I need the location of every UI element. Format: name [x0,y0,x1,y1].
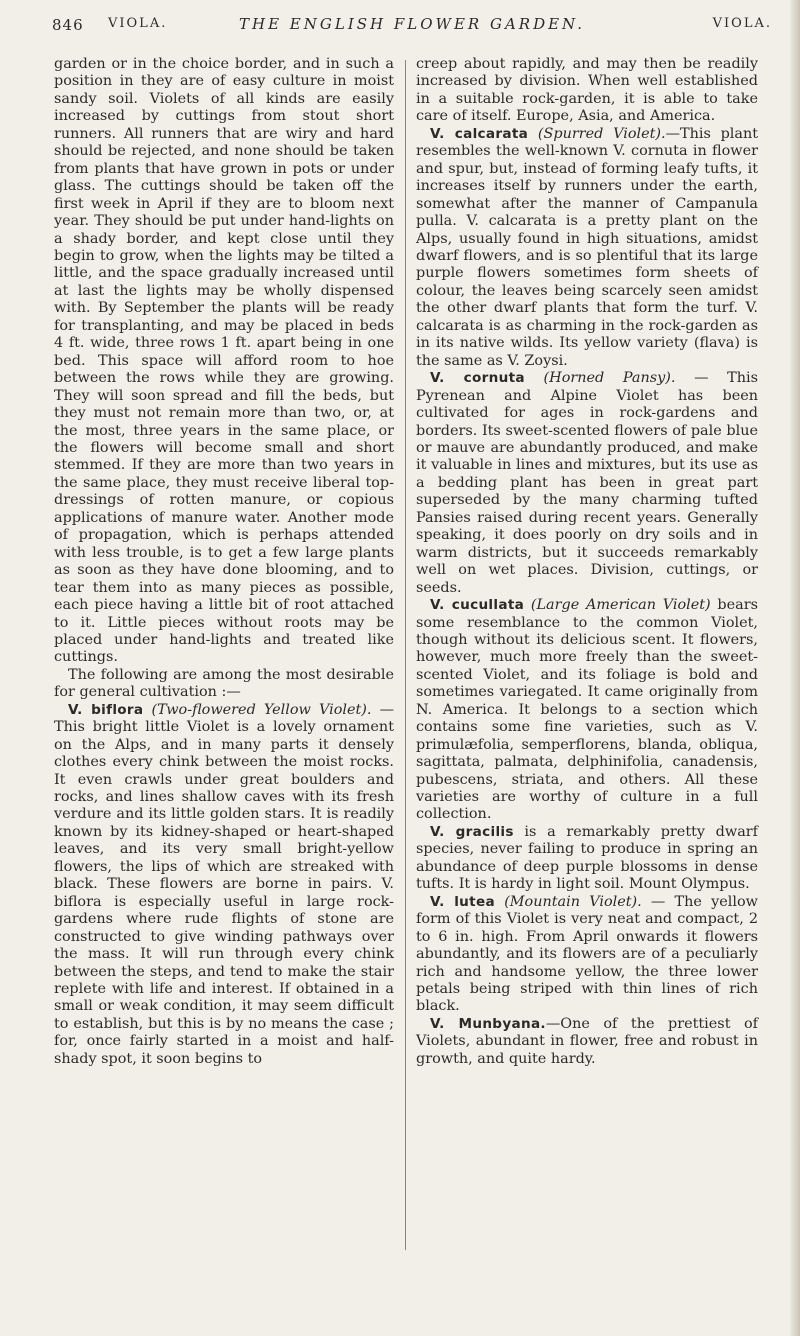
entry-paragraph [416,126,758,370]
page-number: 846 [52,16,84,34]
intro-paragraph: garden or in the choice border, and in such a position in they are of easy culture in moist sandy soil. Violets of all kinds are easily increased by cuttings from stout short runners. All runners that are wiry and hard should be rejected, and none should be taken from plants that have grown in pots or under glass. The cuttings should be taken off the first week in April if they are to bloom next year. They should be put under hand-lights on a shady border, and kept close until they begin to grow, when the lights may be tilted a little, and the space gradually increased until at last the lights may be wholly dispensed with. By September the plants will be ready for transplanting, and may be placed in beds 4 ft. wide, three rows 1 ft. apart being in one bed. This space will afford room to hoe between the rows while they are growing. They will soon spread and fill the beds, but they must not remain more than two, or, at the most, three years in the same place, or the flowers will become small and short stemmed. If they are more than two years in the same place, they must receive liberal top-dressings of rotten manure, or copious applications of manure water. Another mode of propagation, which is perhaps attended with less trouble, is to get a few large plants as soon as they have done blooming, and to tear them into as many pieces as possible, each piece having a little bit of root attached to it. Little pieces without roots may be placed under hand-lights and treated like cuttings. [54,56,394,666]
running-head [52,16,772,38]
entry-text: — This Pyrenean and Alpine Violet has been cultivated for ages in rock-gardens and borders. Its sweet-scented flowers of pale blue or mauve are abundantly produced, and make it valuable in lines and mixtures, but its use as a bedding plant has been in great part superseded by the many charming tufted Pansies raised during recent years. Generally speaking, it does poorly on dry soils and in warm districts, but it succeeds remarkably well on wet places. Division, cuttings, or seeds. [416,370,758,596]
entry-common-name: (Large American Violet) [530,597,711,614]
entry-text: — The yellow form of this Violet is very neat and compact, 2 to 6 in. high. From April onwards it flowers abundantly, and its flowers are of a peculiarly rich and handsome yellow, the three lower petals being striped with thin lines of rich black. [416,893,758,1015]
entry-paragraph [416,894,758,1016]
running-head-title: THE ENGLISH FLOWER GARDEN. [239,15,585,33]
entry-paragraph [416,597,758,824]
continuation-paragraph: creep about rapidly, and may then be readily increased by division. When well established in a suitable rock-garden, it is able to take care of itself. Europe, Asia, and America. [416,56,758,125]
entry-text: —One of the prettiest of Violets, abundant in flower, free and robust in growth, and quite hardy. [416,1015,758,1067]
entry-name: V. lutea [430,893,495,910]
entry-name: V. gracilis [430,823,514,840]
entry-paragraph [416,370,758,597]
entry-name: V. calcarata [430,125,529,142]
entry-name: V. cucullata [430,597,525,614]
entry-text: bears some resemblance to the common Violet, though without its delicious scent. It flowers, however, much more freely than the sweet-scented Violet, and its foliage is bold and sometimes variegated. It came originally from N. America. It belongs to a section which contains some fine varieties, such as V. primulæfolia, semperflorens, blanda, obliqua, sagittata, palmata, delphinifolia, canadensis, pubescens, striata, and others. All these varieties are worthy of culture in a full collection. [416,597,758,823]
column-divider [405,60,406,1250]
entry-name: V. cornuta [430,370,525,387]
following-paragraph: The following are among the most desirable for general cultivation :— [54,666,394,701]
entry-common-name: (Mountain Violet). [504,893,642,910]
entry-paragraph [416,1016,758,1068]
entry-paragraph [416,824,758,894]
entry-text: is a remarkably pretty dwarf species, never failing to produce in spring an abundance of deep purple blossoms in dense tufts. It is hardy in light soil. Mount Olympus. [416,823,758,893]
entry-common-name: (Spurred Violet). [537,125,666,142]
entry-text: —This plant resembles the well-known V. cornuta in flower and spur, but, instead of forming leafy tufts, it increases itself by runners under the earth, somewhat after the manner of Campanula pulla. V. calcarata is a pretty plant on the Alps, usually found in high situations, amidst dwarf flowers, and is so plentiful that its large purple flowers sometimes form sheets of colour, the leaves being scarcely seen amidst the other dwarf plants that form the turf. V. calcarata is as charming in the rock-garden as in its native wilds. Its yellow variety (flava) is the same as V. Zoysi. [416,125,759,369]
running-head-right: VIOLA. [712,16,772,31]
running-head-left: VIOLA. [108,16,168,31]
right-column [416,56,758,1068]
entry-common-name: (Two-flowered Yellow Violet). [151,701,372,718]
entry-text: — This bright little Violet is a lovely ornament on the Alps, and in many parts it densely clothes every chink between the moist rocks. It even crawls under great boulders and rocks, and lines shallow caves with its fresh verdure and its little golden stars. It is readily known by its kidney-shaped or heart-shaped leaves, and its very small bright-yellow flowers, the lips of which are streaked with black. These flowers are borne in pairs. V. biflora is especially useful in large rock-gardens where rude flights of stone are constructed to give winding pathways over the mass. It will run through every chink between the steps, and tend to make the stair replete with life and interest. If obtained in a small or weak condition, it may seem difficult to establish, but this is by no means the case ; for, once fairly started in a moist and half-shady spot, it soon begins to [54,701,394,1067]
entry-common-name: (Horned Pansy). [543,370,676,387]
entry-name: V. Munbyana. [430,1015,546,1032]
page-edge [790,0,800,1336]
entry-paragraph [54,702,394,1069]
left-column [54,56,394,1068]
entry-name: V. biflora [68,701,144,718]
